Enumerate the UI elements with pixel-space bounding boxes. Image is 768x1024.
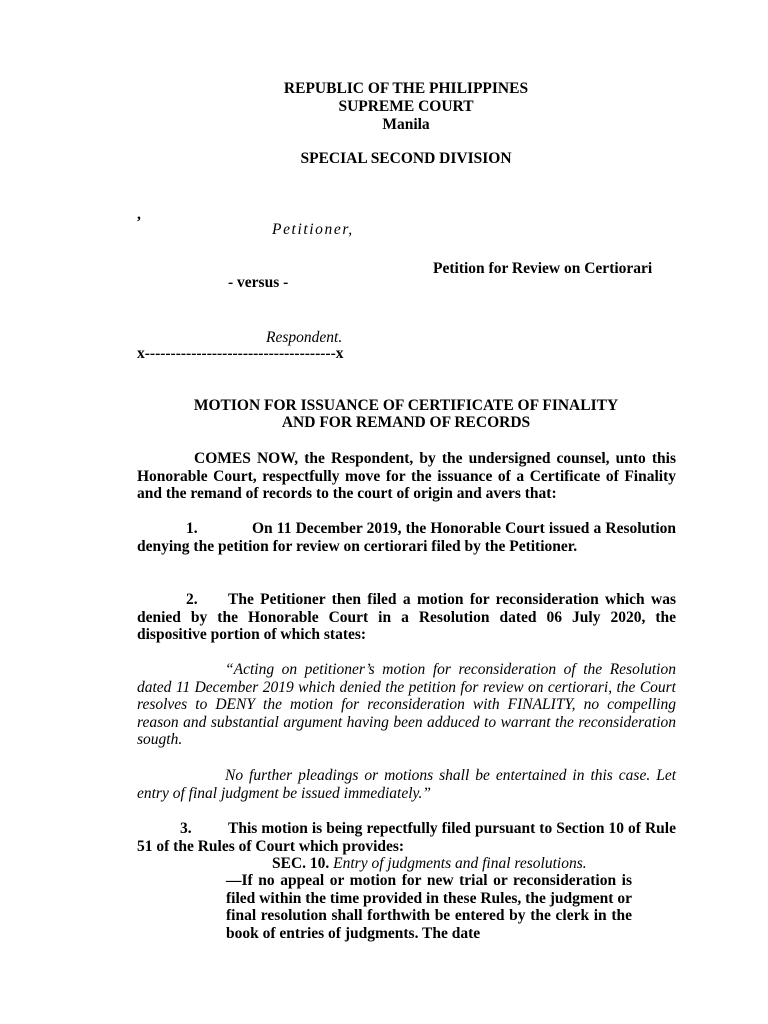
paragraph-3-number: 3. [180, 820, 192, 837]
division-heading: SPECIAL SECOND DIVISION [300, 150, 512, 167]
quoted-resolution: “Acting on petitioner’s motion for reconsideration of the Resolution dated 11 December 2019 which denied the petition for review on certiorari, the Court resolves to DENY the motion for reconsideration with FINALITY, no compelling reason and substantial argument having been adduced to warrant the reconsideration sougth. [137, 661, 676, 749]
republic-heading: REPUBLIC OF THE PHILIPPINES [283, 80, 529, 97]
versus-label: - versus - [228, 274, 289, 291]
paragraph-2-text: The Petitioner then filed a motion for reconsideration which was denied by the Honorable Court in a Resolution dated 06 July 2020, the dispositive portion of which states: [137, 591, 676, 644]
paragraph-1-text: On 11 December 2019, the Honorable Court issued a Resolution denying the petition for review on certiorari filed by the Petitioner. [137, 520, 676, 555]
motion-title-line2: AND FOR REMAND OF RECORDS [281, 414, 531, 431]
section-title: Entry of judgments and final resolutions. [333, 855, 587, 872]
respondent-label: Respondent. [266, 329, 343, 346]
city-heading: Manila [382, 116, 430, 133]
paragraph-3-text: This motion is being repectfully filed pursuant to Section 10 of Rule 51 of the Rules of Court which provides: [137, 820, 676, 855]
quoted-resolution-closing: No further pleadings or motions shall be entertained in this case. Let entry of final judgment be issued immediately.” [137, 767, 676, 802]
caption-separator: x-------------------------------------x [137, 345, 344, 362]
caption-comma: , [137, 206, 141, 223]
section-text: —If no appeal or motion for new trial or reconsideration is filed within the time provided in these Rules, the judgment or final resolution shall forthwith be entered by the clerk in the book of entries of judgments. The date [226, 872, 632, 942]
section-label: SEC. 10. [272, 855, 330, 872]
section-heading [272, 855, 587, 873]
intro-paragraph: COMES NOW, the Respondent, by the undersigned counsel, unto this Honorable Court, respectfully move for the issuance of a Certificate of Finality and the remand of records to the court of origin and avers that: [137, 450, 676, 503]
case-type: Petition for Review on Certiorari [433, 260, 653, 277]
paragraph-1-number: 1. [186, 520, 198, 537]
motion-title-line1: MOTION FOR ISSUANCE OF CERTIFICATE OF FINALITY [193, 397, 619, 414]
court-heading: SUPREME COURT [338, 98, 474, 115]
paragraph-2-number: 2. [186, 591, 198, 608]
petitioner-label: Petitioner, [272, 221, 354, 238]
